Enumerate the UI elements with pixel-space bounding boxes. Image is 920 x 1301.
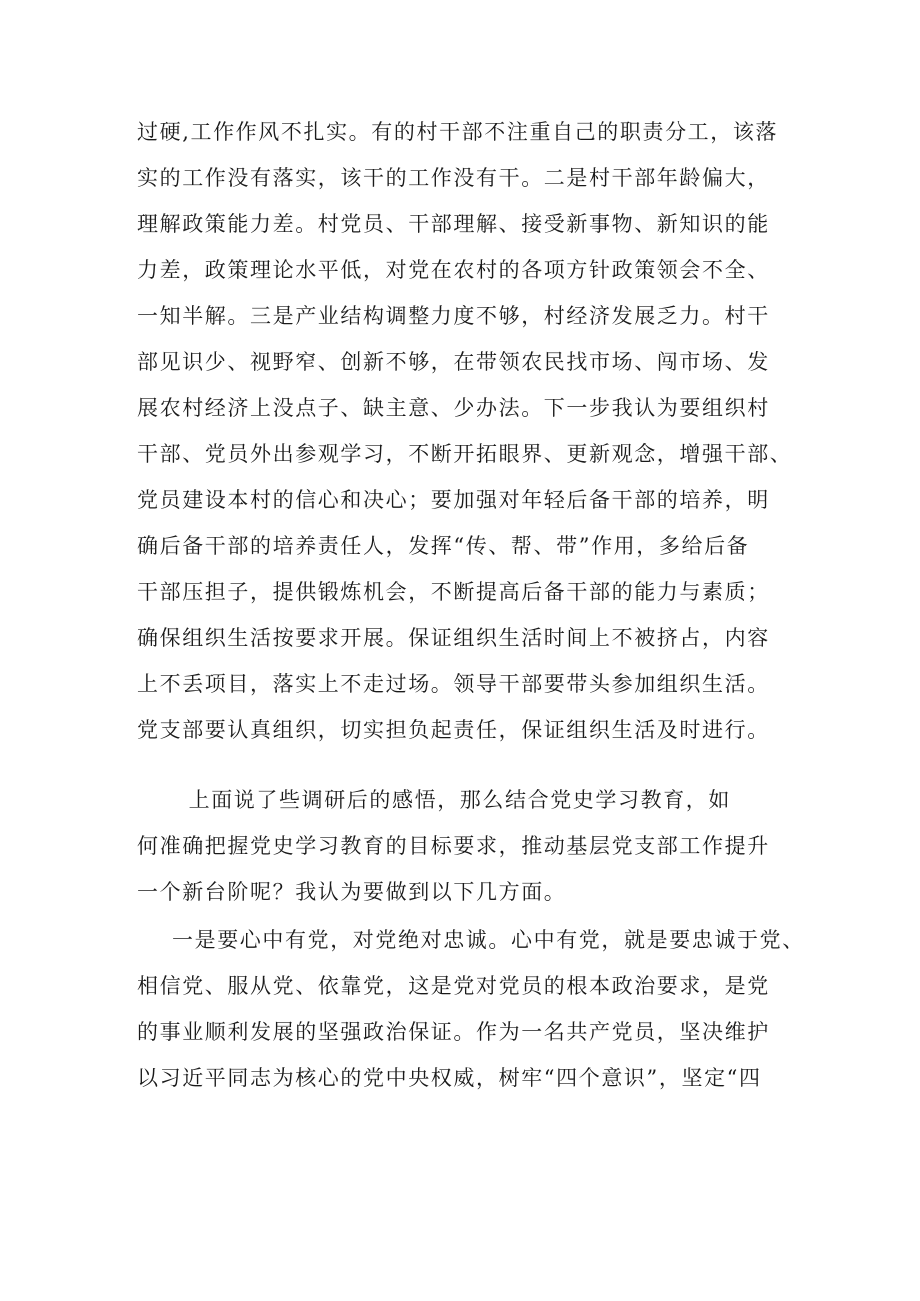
text-line: 干部压担子，提供锻炼机会，不断提高后备干部的能力与素质； [137, 580, 770, 604]
text-line: 上不丢项目，落实上不走过场。领导干部要带头参加组织生活。 [137, 672, 770, 696]
text-line: 展农村经济上没点子、缺主意、少办法。下一步我认为要组织村 [137, 396, 770, 420]
text-line: 确后备干部的培养责任人，发挥“传、帮、带”作用，多给后备 [137, 534, 750, 558]
text-line: 干部、党员外出参观学习，不断开拓眼界、更新观念，增强干部、 [137, 442, 793, 466]
text-line: 相信党、服从党、依靠党，这是党对党员的根本政治要求，是党 [137, 974, 770, 998]
text-line: 何准确把握党史学习教育的目标要求，推动基层党支部工作提升 [137, 834, 770, 858]
text-line: 的事业顺利发展的坚强政治保证。作为一名共产党员，坚决维护 [137, 1020, 770, 1044]
text-line: 力差，政策理论水平低，对党在农村的各项方针政策领会不全、 [137, 258, 770, 282]
text-line: 以习近平同志为核心的党中央权威，树牢“四个意识”，坚定“四 [137, 1066, 762, 1090]
text-line: 党支部要认真组织，切实担负起责任，保证组织生活及时进行。 [137, 718, 770, 742]
text-line: 党员建设本村的信心和决心；要加强对年轻后备干部的培养，明 [137, 488, 770, 512]
text-line: 过硬,工作作风不扎实。有的村干部不注重自己的职责分工，该落 [137, 120, 779, 144]
text-line: 实的工作没有落实，该干的工作没有干。二是村干部年龄偏大， [137, 166, 770, 190]
text-line: 一知半解。三是产业结构调整力度不够，村经济发展乏力。村干 [137, 304, 770, 328]
text-line: 一是要心中有党，对党绝对忠诚。心中有党，就是要忠诚于党、 [172, 928, 805, 952]
text-line: 上面说了些调研后的感悟，那么结合党史学习教育，如 [166, 788, 731, 812]
text-line: 理解政策能力差。村党员、干部理解、接受新事物、新知识的能 [137, 212, 770, 236]
text-line: 确保组织生活按要求开展。保证组织生活时间上不被挤占，内容 [137, 626, 770, 650]
text-line: 一个新台阶呢？我认为要做到以下几方面。 [137, 880, 567, 904]
text-line: 部见识少、视野窄、创新不够，在带领农民找市场、闯市场、发 [137, 350, 770, 374]
